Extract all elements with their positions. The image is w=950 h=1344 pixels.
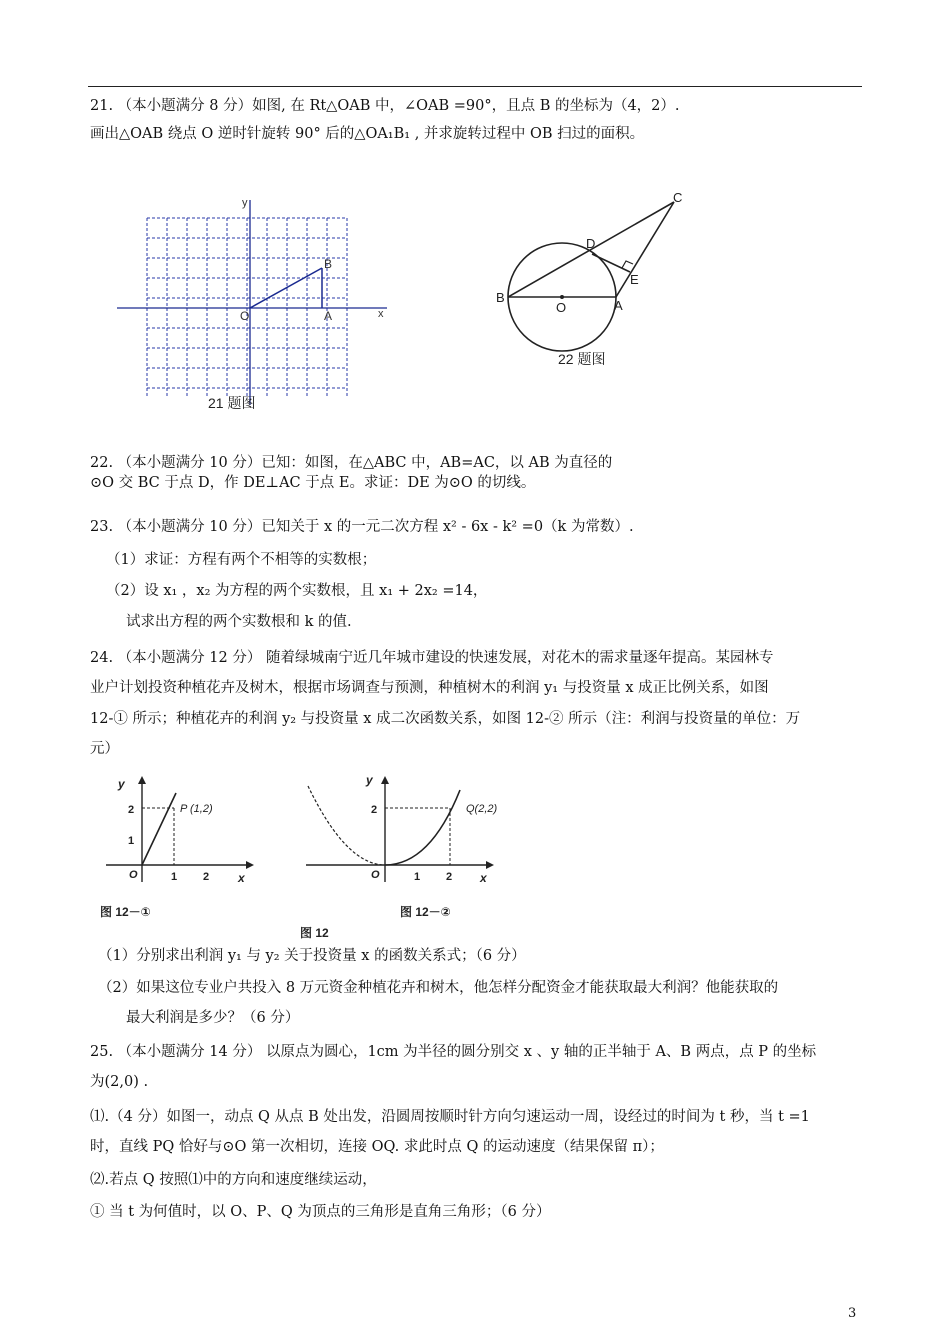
right-angle-mark bbox=[622, 261, 633, 268]
x-arrow bbox=[246, 861, 254, 869]
line-y1 bbox=[142, 793, 176, 865]
y-arrow bbox=[381, 776, 389, 784]
q24-part2: （2）如果这位专业户共投入 8 万元资金种植花卉和树木，他怎样分配资金才能获取最大利润？他能获取的 bbox=[98, 980, 779, 996]
header-rule bbox=[88, 86, 862, 87]
q24-line2: 业户计划投资种植花卉及树木，根据市场调查与预测，种植树木的利润 y₁ 与投资量 x 成正比例关系，如图 bbox=[90, 680, 769, 696]
figure-12-2 bbox=[300, 772, 500, 942]
point-B-label: B bbox=[324, 257, 333, 271]
q21-line1: 21. （本小题满分 8 分）如图, 在 Rt△OAB 中，∠OAB =90°，且点 B 的坐标为（4，2）. bbox=[90, 98, 680, 114]
q23-part1: （1）求证：方程有两个不相等的实数根； bbox=[106, 552, 377, 568]
figure-21-grid bbox=[112, 190, 402, 415]
q25-part2: ⑵.若点 Q 按照⑴中的方向和速度继续运动， bbox=[90, 1172, 377, 1188]
q21-line2: 画出△OAB 绕点 O 逆时针旋转 90° 后的△OA₁B₁ , 并求旋转过程中 OB 扫过的面积。 bbox=[90, 126, 645, 142]
origin-label: O bbox=[371, 869, 380, 881]
tick-y2: 2 bbox=[128, 804, 135, 816]
x-label: x bbox=[238, 871, 245, 885]
figure-22-circle bbox=[492, 186, 702, 376]
label-E: E bbox=[630, 272, 639, 287]
tick-x2: 2 bbox=[203, 871, 210, 883]
origin-label: O bbox=[240, 309, 250, 323]
figure-12-2-caption: 图 12－② bbox=[400, 905, 451, 919]
tick-x1: 1 bbox=[171, 871, 178, 883]
q24-part1: （1）分别求出利润 y₁ 与 y₂ 关于投资量 x 的函数关系式；（6 分） bbox=[98, 948, 526, 964]
label-C: C bbox=[673, 190, 683, 205]
q25-part1a: ⑴.（4 分）如图一，动点 Q 从点 B 处出发，沿圆周按顺时针方向匀速运动一周，设经过的时间为 t 秒，当 t =1 bbox=[90, 1109, 810, 1125]
origin-label: O bbox=[129, 869, 138, 881]
tick-y1: 1 bbox=[128, 835, 135, 847]
label-A: A bbox=[614, 298, 623, 313]
q25-part1b: 时，直线 PQ 恰好与⊙O 第一次相切，连接 OQ. 求此时点 Q 的运动速度（结果保留 π）； bbox=[90, 1139, 664, 1155]
q24-part2b: 最大利润是多少？（6 分） bbox=[126, 1010, 300, 1026]
label-B: B bbox=[496, 290, 505, 305]
x-arrow bbox=[486, 861, 494, 869]
label-O: O bbox=[556, 300, 567, 315]
y-label: y bbox=[366, 773, 373, 787]
figure-22-caption: 22 题图 bbox=[558, 351, 606, 367]
y-label: y bbox=[118, 777, 125, 791]
q25-line2: 为(2,0) . bbox=[90, 1074, 149, 1090]
y-arrow bbox=[138, 776, 146, 784]
q24-line1: 24. （本小题满分 12 分） 随着绿城南宁近几年城市建设的快速发展，对花木的需求量逐年提高。某园林专 bbox=[90, 650, 774, 666]
point-Q-label: Q(2,2) bbox=[466, 803, 498, 815]
parabola-right bbox=[385, 790, 460, 865]
figure-12-1-caption: 图 12－① bbox=[100, 905, 151, 919]
q24-line4: 元） bbox=[90, 741, 119, 757]
x-label: x bbox=[480, 871, 487, 885]
q25-line1: 25. （本小题满分 14 分） 以原点为圆心，1cm 为半径的圆分别交 x 、y 轴的正半轴于 A、B 两点，点 P 的坐标 bbox=[90, 1044, 817, 1060]
label-D: D bbox=[586, 236, 596, 251]
q22-line1: 22. （本小题满分 10 分）已知：如图，在△ABC 中，AB=AC，以 AB 为直径的 bbox=[90, 455, 613, 471]
page-number: 3 bbox=[848, 1306, 857, 1321]
center-dot bbox=[560, 295, 564, 299]
x-axis-label: x bbox=[378, 308, 384, 320]
tick-x1: 1 bbox=[414, 871, 421, 883]
figure-12-caption: 图 12 bbox=[300, 926, 329, 940]
point-A-label: A bbox=[324, 309, 333, 323]
tick-x2: 2 bbox=[446, 871, 453, 883]
q22-line2: ⊙O 交 BC 于点 D，作 DE⊥AC 于点 E。求证：DE 为⊙O 的切线。 bbox=[90, 475, 536, 491]
figure-21-caption: 21 题图 bbox=[208, 395, 256, 411]
q23-part2b: 试求出方程的两个实数根和 k 的值. bbox=[126, 614, 352, 630]
q24-line3: 12-① 所示；种植花卉的利润 y₂ 与投资量 x 成二次函数关系，如图 12-② 所示（注：利润与投资量的单位：万 bbox=[90, 711, 801, 727]
y-axis-label: y bbox=[242, 197, 248, 209]
parabola-left bbox=[308, 786, 385, 865]
q23-line1: 23. （本小题满分 10 分）已知关于 x 的一元二次方程 x² - 6x - k² =0（k 为常数）. bbox=[90, 519, 634, 535]
q23-part2: （2）设 x₁ ，x₂ 为方程的两个实数根，且 x₁ + 2x₂ =14， bbox=[106, 583, 488, 599]
segment-OB bbox=[250, 268, 322, 308]
segment-AC bbox=[616, 202, 674, 297]
tick-y2: 2 bbox=[371, 804, 378, 816]
q25-part2a: ① 当 t 为何值时，以 O、P、Q 为顶点的三角形是直角三角形；（6 分） bbox=[90, 1204, 551, 1220]
point-P-label: P (1,2) bbox=[180, 803, 213, 815]
figure-12-1 bbox=[96, 772, 256, 922]
